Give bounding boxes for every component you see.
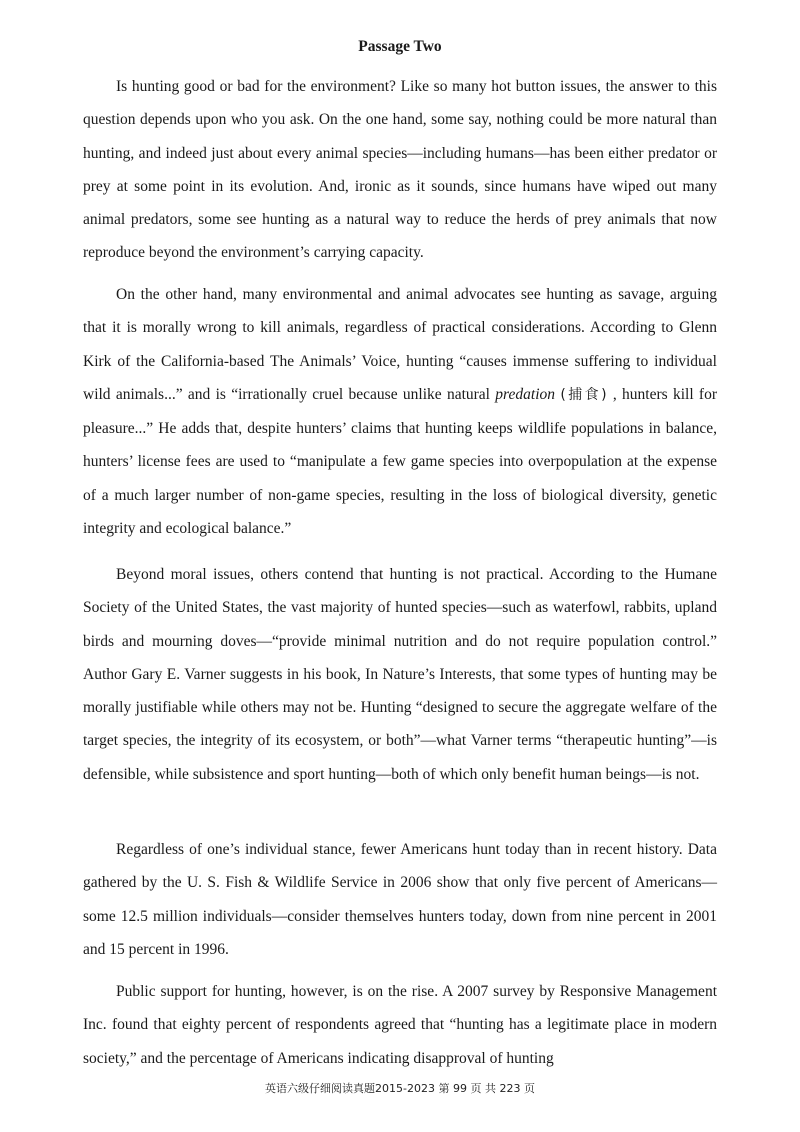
passage-title: Passage Two <box>358 38 442 55</box>
paragraph-2 <box>83 278 717 545</box>
footer-source: 英语六级仔细阅读真题2015-2023 <box>265 1082 435 1095</box>
footer-page-prefix: 第 <box>438 1082 450 1095</box>
glossed-term: predation <box>495 385 555 403</box>
footer-total-unit: 页 <box>523 1082 535 1095</box>
footer-total-prefix: 共 <box>484 1082 496 1095</box>
paragraph-2-text-b: , hunters kill for pleasure...” He adds that, despite hunters’ claims that hunting keeps wildlife populations in balance, hunters’ license fees are used to “manipulate a few game species into overpopulation at the expense of a much larger number of non-game species, resulting in the loss of biological diversity, genetic integrity and ecological balance.” <box>83 385 718 538</box>
paragraph-2-text-a: On the other hand, many environmental and animal advocates see hunting as savage, arguing that it is morally wrong to kill animals, regardless of practical considerations. According to Glenn Kirk of the California-based The Animals’ Voice, hunting “causes immense suffering to individual wild animals...” and is “irrationally cruel because unlike natural <box>83 286 717 403</box>
paragraph-1: Is hunting good or bad for the environment? Like so many hot button issues, the answer to this question depends upon who you ask. On the one hand, some say, nothing could be more natural than hunting, and indeed just about every animal species—including humans—has been either predator or prey at some point in its evolution. And, ironic as it sounds, since humans have wiped out many animal predators, some see hunting as a natural way to reduce the herds of prey animals that now reproduce beyond the environment’s carrying capacity. <box>83 78 717 262</box>
paragraph-4: Regardless of one’s individual stance, fewer Americans hunt today than in recent history. Data gathered by the U. S. Fish & Wildlife Service in 2006 show that only five percent of Americans—some 12.5 million individuals—consider themselves hunters today, down from nine percent in 2001 and 15 percent in 1996. <box>83 841 717 958</box>
footer-total-pages: 223 <box>499 1082 521 1095</box>
footer-page-unit: 页 <box>470 1082 482 1095</box>
page-footer <box>0 1080 800 1096</box>
footer-page-number: 99 <box>452 1082 467 1095</box>
paragraph-3: Beyond moral issues, others contend that hunting is not practical. According to the Humane Society of the United States, the vast majority of hunted species—such as waterfowl, rabbits, upland birds and mourning doves—“provide minimal nutrition and do not require population control.” Author Gary E. Varner suggests in his book, In Nature’s Interests, that some types of hunting may be morally justifiable while others may not be. Hunting “designed to secure the aggregate welfare of the target species, the integrity of its ecosystem, or both”—what Varner terms “therapeutic hunting”—is defensible, while subsistence and sport hunting—both of which only benefit human beings—is not. <box>83 566 717 783</box>
chinese-gloss: (捕食) <box>560 386 608 403</box>
paragraph-5: Public support for hunting, however, is on the rise. A 2007 survey by Responsive Management Inc. found that eighty percent of respondents agreed that “hunting has a legitimate place in modern society,” and the percentage of Americans indicating disapproval of hunting <box>83 983 717 1067</box>
